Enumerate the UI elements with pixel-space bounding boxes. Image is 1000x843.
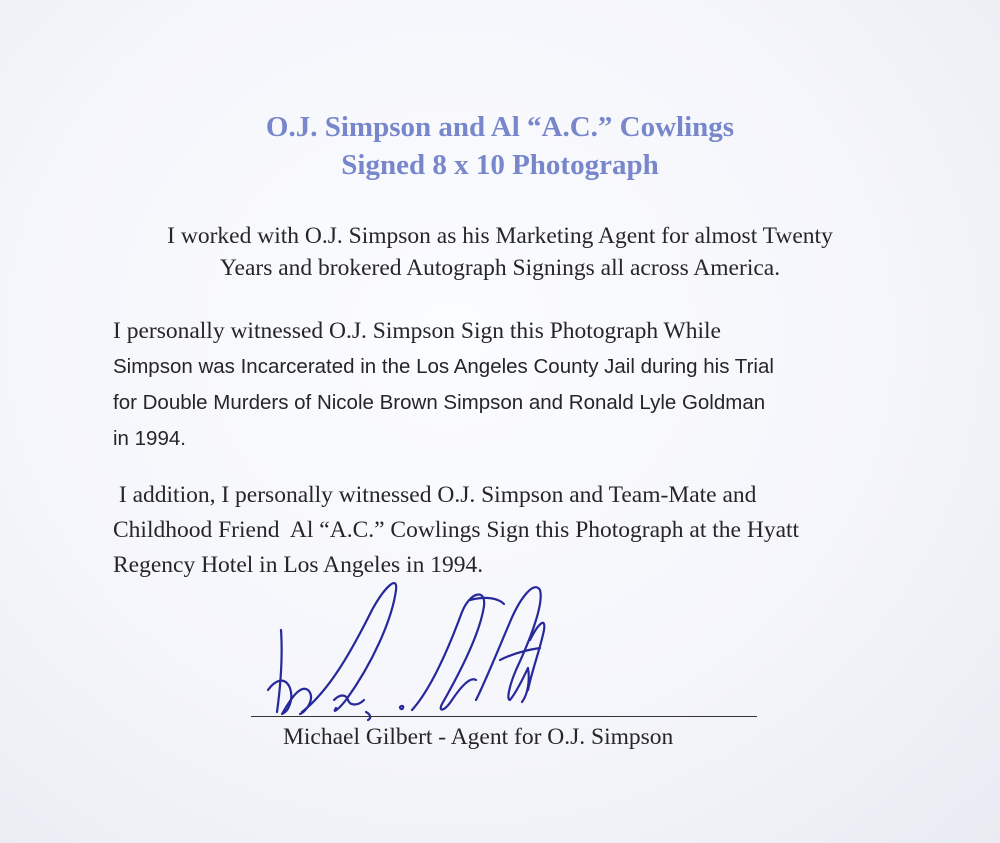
addition-line-2: Childhood Friend Al “A.C.” Cowlings Sign this Photograph at the Hyatt xyxy=(113,517,800,543)
addition-line-1: I addition, I personally witnessed O.J. Simpson and Team-Mate and xyxy=(113,482,757,508)
document-title-line-2: Signed 8 x 10 Photograph xyxy=(341,149,659,181)
witness-paragraph xyxy=(113,313,913,457)
witness-line-2: Simpson was Incarcerated in the Los Angeles County Jail during his Trial xyxy=(113,355,774,378)
witness-line-3: for Double Murders of Nicole Brown Simpson and Ronald Lyle Goldman xyxy=(113,391,766,414)
signature-caption: Michael Gilbert - Agent for O.J. Simpson xyxy=(283,724,674,750)
witness-line-4: in 1994. xyxy=(113,427,186,450)
document-title-line-1: O.J. Simpson and Al “A.C.” Cowlings xyxy=(265,111,735,143)
signature-line xyxy=(251,716,757,717)
addition-paragraph xyxy=(113,478,913,583)
intro-paragraph xyxy=(100,220,900,284)
intro-line-2: Years and brokered Autograph Signings all across America. xyxy=(219,255,781,281)
addition-line-3: Regency Hotel in Los Angeles in 1994. xyxy=(113,552,484,578)
witness-line-1: I personally witnessed O.J. Simpson Sign this Photograph While xyxy=(113,318,721,344)
intro-line-1: I worked with O.J. Simpson as his Marketing Agent for almost Twenty xyxy=(167,223,833,249)
